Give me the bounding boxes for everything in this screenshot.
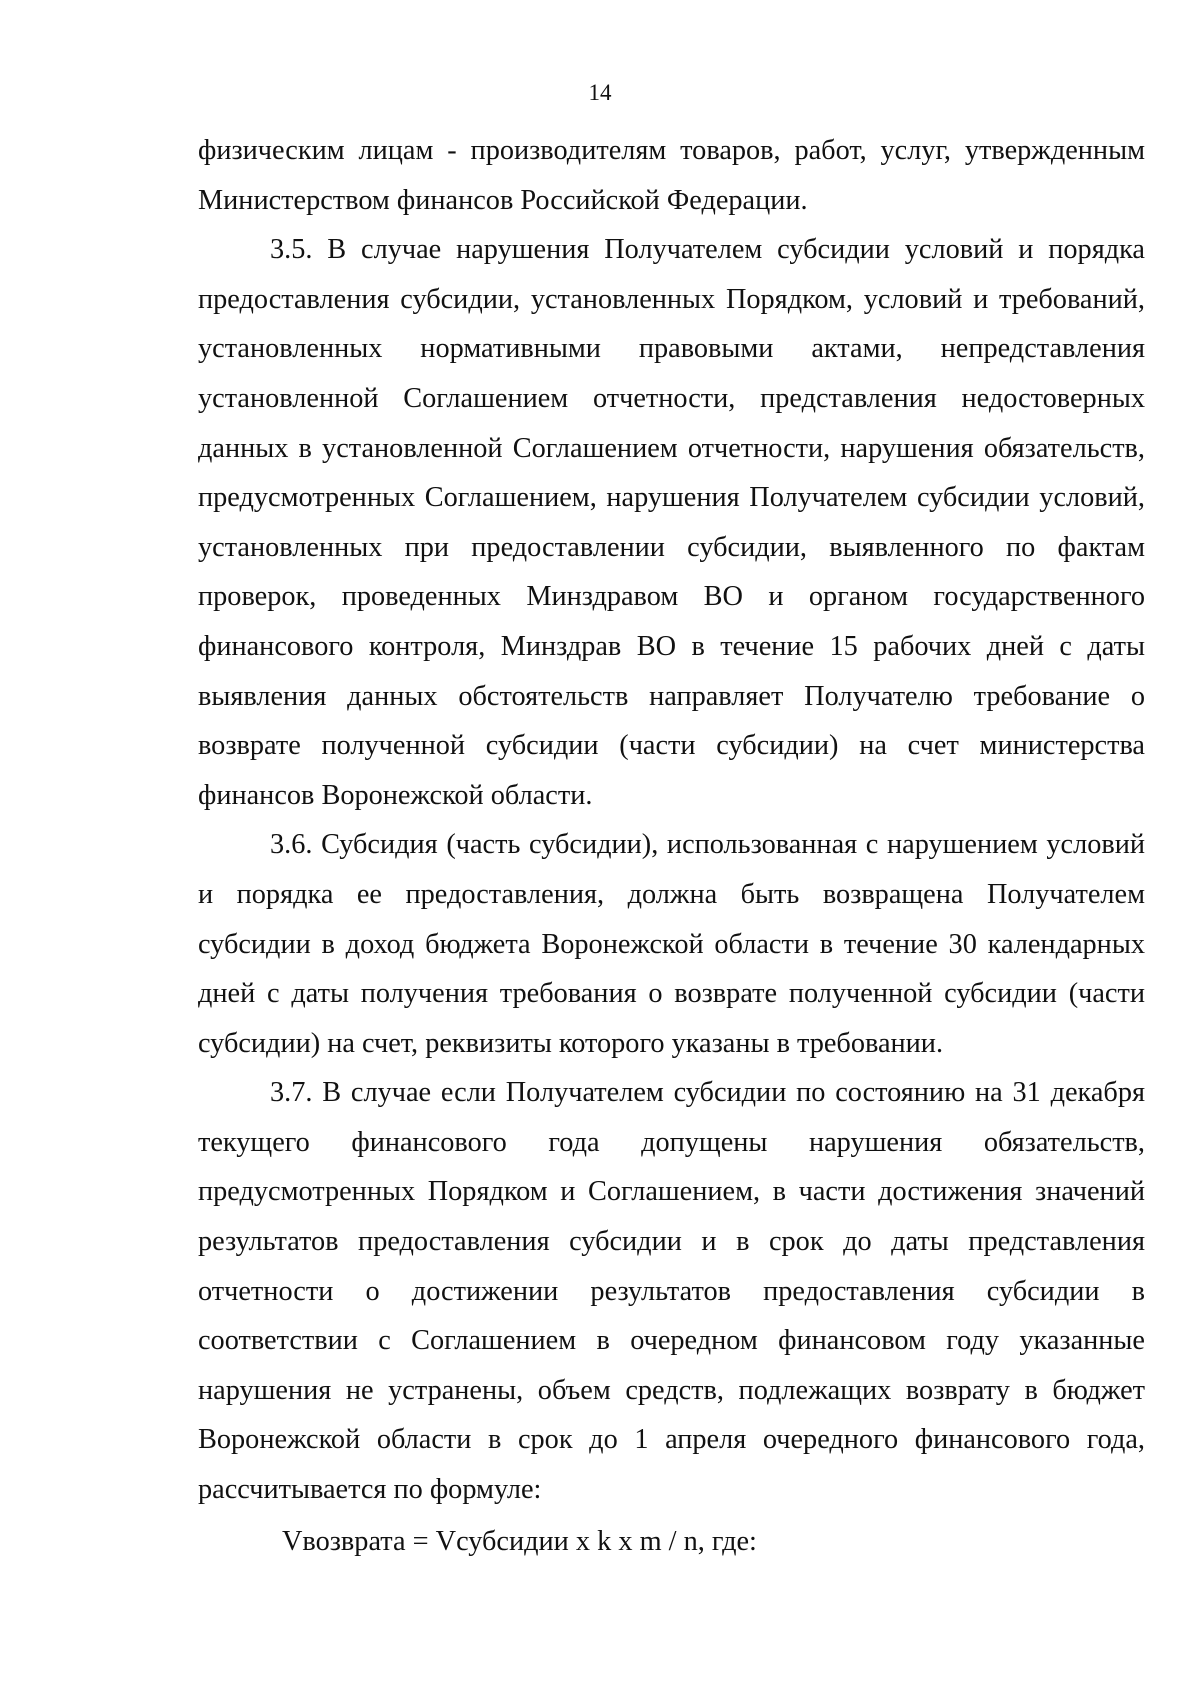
paragraph-3-7: 3.7. В случае если Получателем субсидии по состоянию на 31 декабря текущего финансового года допущены нарушения обязательств, предусмотренных Порядком и Соглашением, в части достижения значений результатов предоставления субсидии и в срок до даты представления отчетности о достижении результатов предоставления субсидии в соответствии с Соглашением в очередном финансовом году указанные нарушения не устранены, объем средств, подлежащих возврату в бюджет Воронежской области в срок до 1 апреля очередного финансового года, рассчитывается по формуле: — [198, 1077, 1145, 1506]
page-number: 14 — [588, 80, 612, 105]
paragraph-3-6: 3.6. Субсидия (часть субсидии), использованная с нарушением условий и порядка ее предоставления, должна быть возвращена Получателем субсидии в доход бюджета Воронежской области в течение 30 календарных дней с даты получения требования о возврате полученной субсидии (части субсидии) на счет, реквизиты которого указаны в требовании. — [198, 829, 1145, 1059]
document-body — [198, 126, 1145, 1566]
paragraph-continuation: физическим лицам - производителям товаров, работ, услуг, утвержденным Министерством финансов Российской Федерации. — [198, 135, 1145, 216]
formula-line: Vвозврата = Vсубсидии x k x m / n, где: — [282, 1525, 757, 1557]
paragraph-3-5: 3.5. В случае нарушения Получателем субсидии условий и порядка предоставления субсидии, установленных Порядком, условий и требований, установленных нормативными правовыми актами, непредставления установленной Соглашением отчетности, представления недостоверных данных в установленной Соглашением отчетности, нарушения обязательств, предусмотренных Соглашением, нарушения Получателем субсидии условий, установленных при предоставлении субсидии, выявленного по фактам проверок, проведенных Минздравом ВО и органом государственного финансового контроля, Минздрав ВО в течение 15 рабочих дней с даты выявления данных обстоятельств направляет Получателю требование о возврате полученной субсидии (части субсидии) на счет министерства финансов Воронежской области. — [198, 234, 1145, 811]
